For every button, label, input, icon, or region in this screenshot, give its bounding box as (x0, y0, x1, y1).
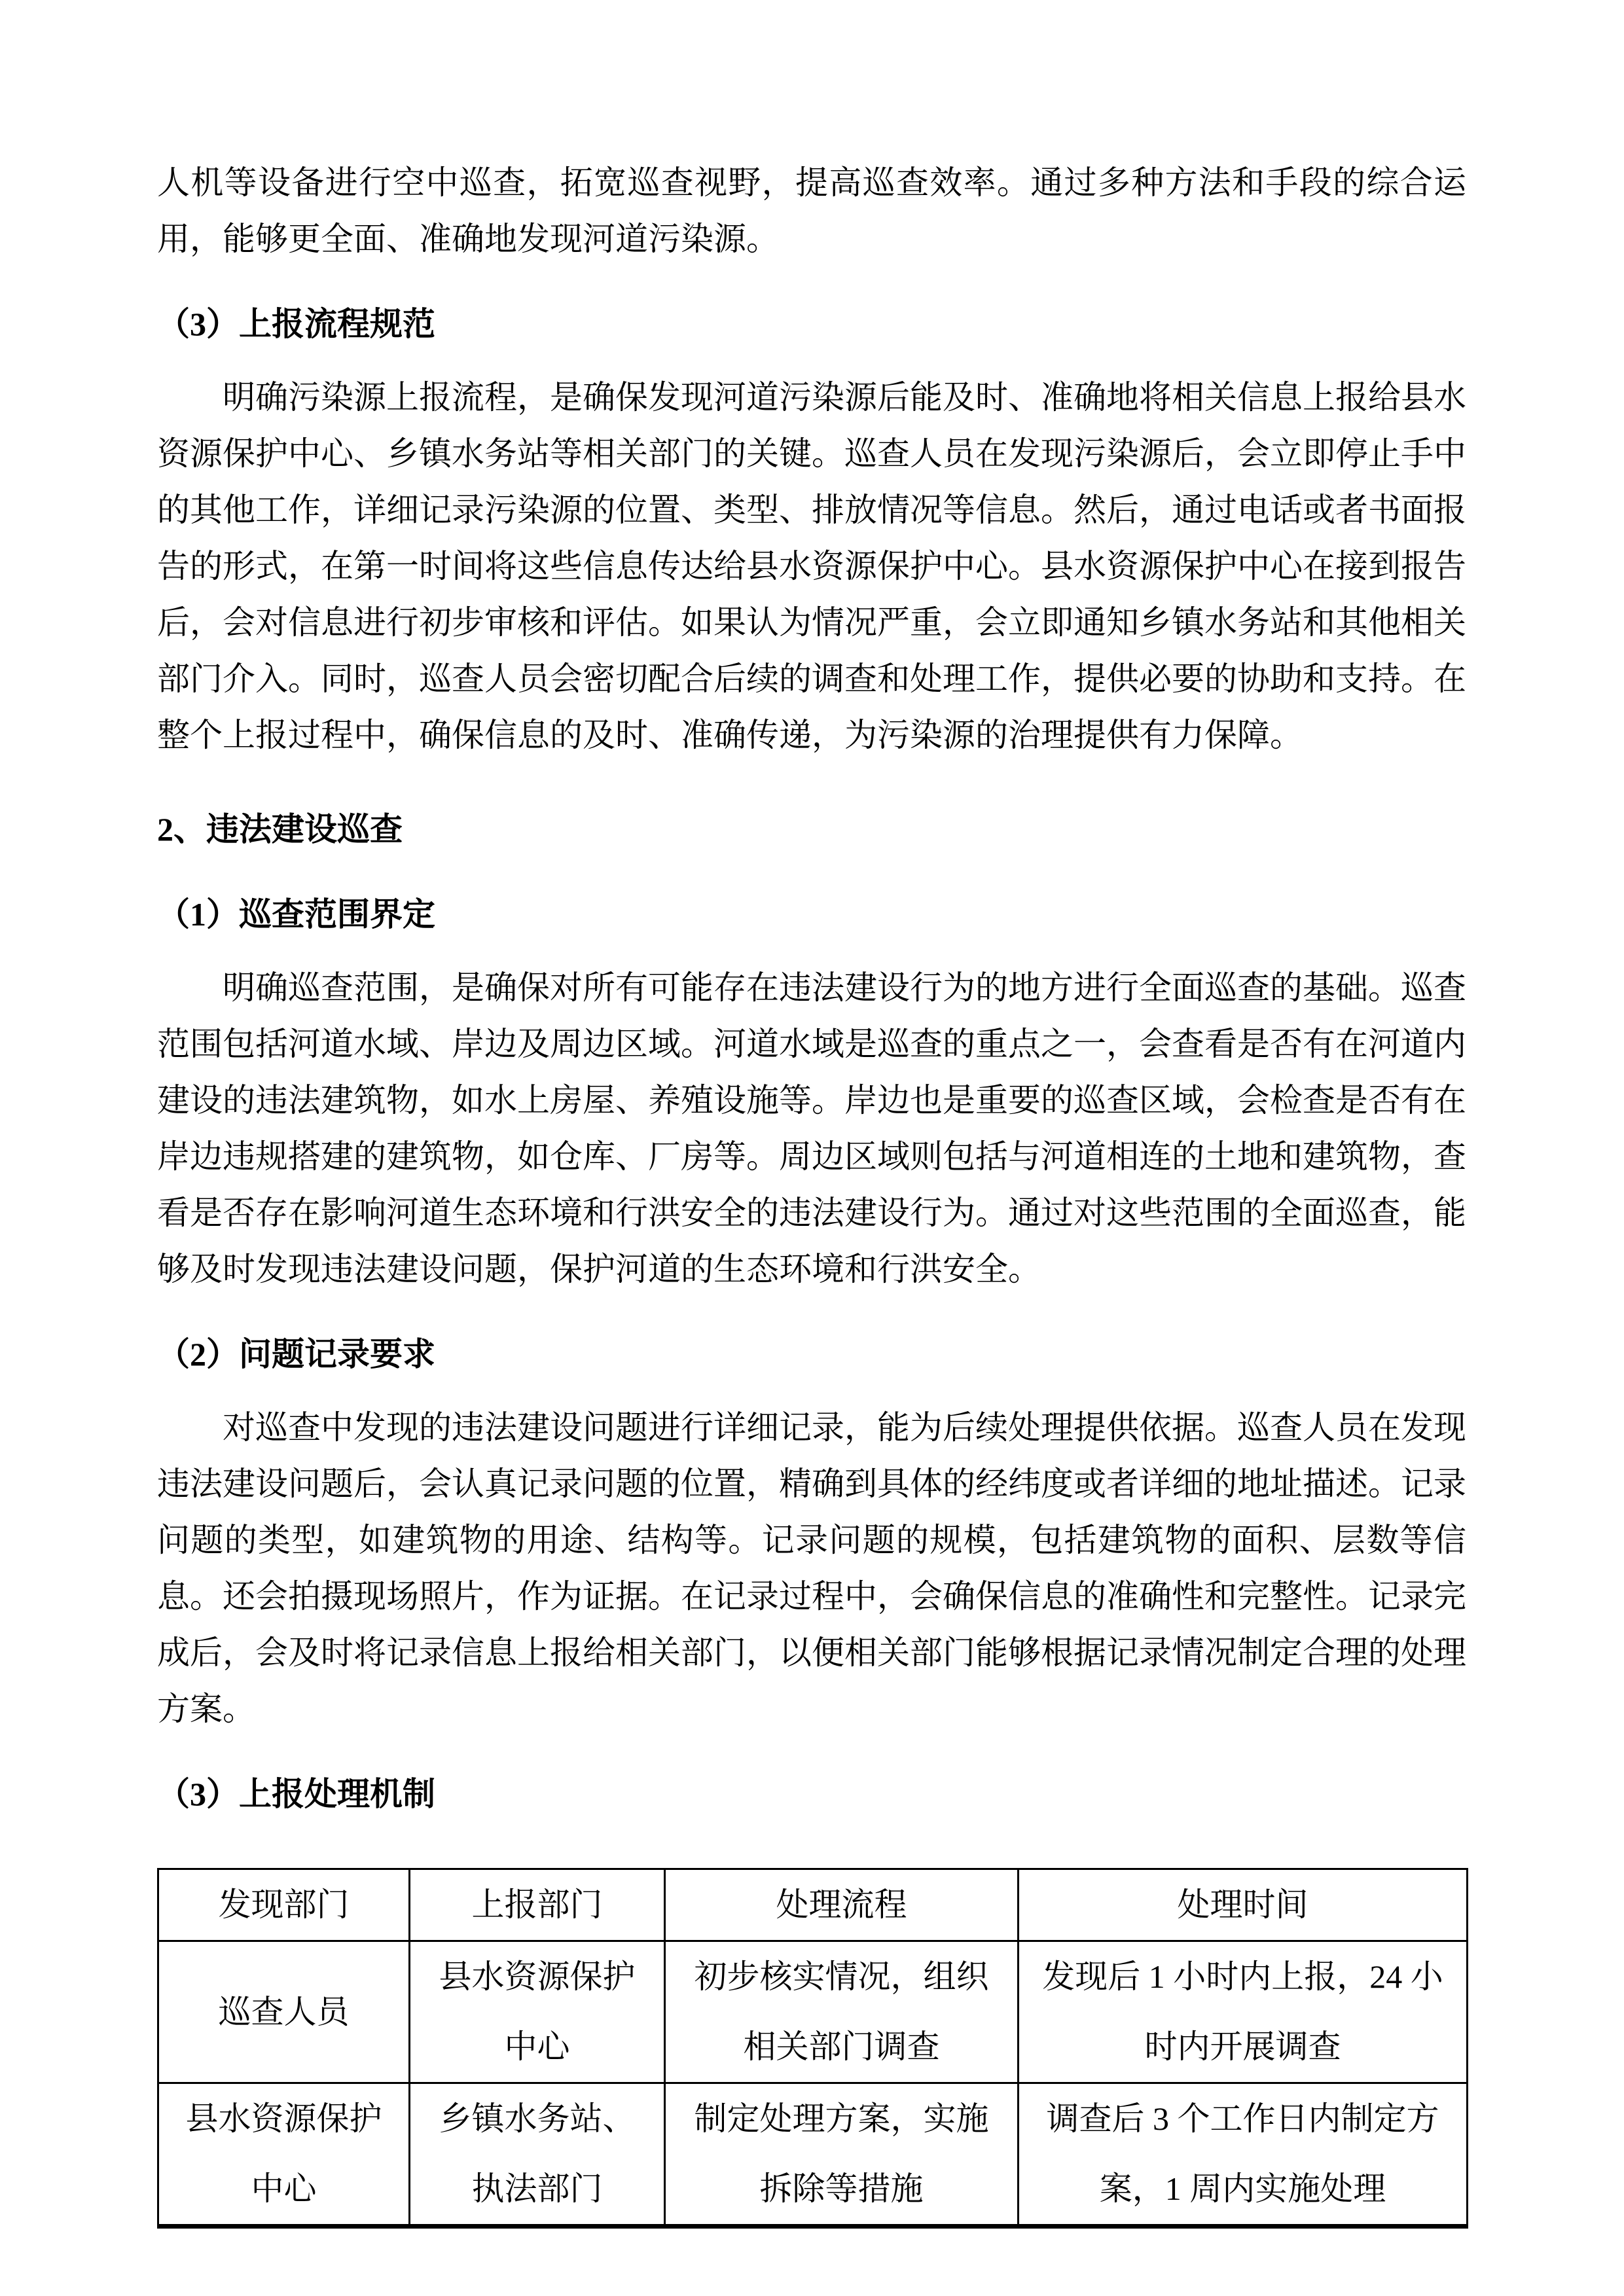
table-cell: 制定处理方案，实施拆除等措施 (665, 2083, 1019, 2227)
paragraph-patrol-scope: 明确巡查范围，是确保对所有可能存在违法建设行为的地方进行全面巡查的基础。巡查范围包括河道水域、岸边及周边区域。河道水域是巡查的重点之一，会查看是否有在河道内建设的违法建筑物，如水上房屋、养殖设施等。岸边也是重要的巡查区域，会检查是否有在岸边违规搭建的建筑物，如仓库、厂房等。周边区域则包括与河道相连的土地和建筑物，查看是否存在影响河道生态环境和行洪安全的违法建设行为。通过对这些范围的全面巡查，能够及时发现违法建设问题，保护河道的生态环境和行洪安全。 (157, 969, 1466, 1287)
table-header-handling-process: 处理流程 (665, 1869, 1019, 1941)
table-cell: 调查后 3 个工作日内制定方案，1 周内实施处理 (1019, 2083, 1468, 2227)
table-cell: 巡查人员 (158, 1941, 410, 2083)
table-row (158, 1941, 1468, 2083)
paragraph-continuation: 人机等设备进行空中巡查，拓宽巡查视野，提高巡查效率。通过多种方法和手段的综合运用，能够更全面、准确地发现河道污染源。 (157, 164, 1466, 257)
table-header-reporting-department: 上报部门 (410, 1869, 665, 1941)
table-cell: 乡镇水务站、执法部门 (410, 2083, 665, 2227)
heading-illegal-construction-patrol: 2、违法建设巡查 (157, 811, 403, 848)
heading-report-process: （3）上报流程规范 (157, 306, 435, 342)
table-header-row (158, 1869, 1468, 1941)
table-cell: 初步核实情况，组织相关部门调查 (665, 1941, 1019, 2083)
table-header-discovering-department: 发现部门 (158, 1869, 410, 1941)
heading-problem-recording: （2）问题记录要求 (157, 1336, 435, 1372)
paragraph-problem-recording: 对巡查中发现的违法建设问题进行详细记录，能为后续处理提供依据。巡查人员在发现违法建设问题后，会认真记录问题的位置，精确到具体的经纬度或者详细的地址描述。记录问题的类型，如建筑物的用途、结构等。记录问题的规模，包括建筑物的面积、层数等信息。还会拍摄现场照片，作为证据。在记录过程中，会确保信息的准确性和完整性。记录完成后，会及时将记录信息上报给相关部门，以便相关部门能够根据记录情况制定合理的处理方案。 (157, 1409, 1466, 1727)
paragraph-report-process: 明确污染源上报流程，是确保发现河道污染源后能及时、准确地将相关信息上报给县水资源保护中心、乡镇水务站等相关部门的关键。巡查人员在发现污染源后，会立即停止手中的其他工作，详细记录污染源的位置、类型、排放情况等信息。然后，通过电话或者书面报告的形式，在第一时间将这些信息传达给县水资源保护中心。县水资源保护中心在接到报告后，会对信息进行初步审核和评估。如果认为情况严重，会立即通知乡镇水务站和其他相关部门介入。同时，巡查人员会密切配合后续的调查和处理工作，提供必要的协助和支持。在整个上报过程中，确保信息的及时、准确传递，为污染源的治理提供有力保障。 (157, 379, 1466, 753)
heading-report-handling-mechanism: （3）上报处理机制 (157, 1776, 435, 1812)
report-handling-table (157, 1868, 1468, 2229)
table-row (158, 2083, 1468, 2227)
table-cell: 发现后 1 小时内上报，24 小时内开展调查 (1019, 1941, 1468, 2083)
table-header-handling-time: 处理时间 (1019, 1869, 1468, 1941)
table-cell: 县水资源保护中心 (410, 1941, 665, 2083)
table-cell: 县水资源保护中心 (158, 2083, 410, 2227)
heading-patrol-scope: （1）巡查范围界定 (157, 896, 435, 933)
